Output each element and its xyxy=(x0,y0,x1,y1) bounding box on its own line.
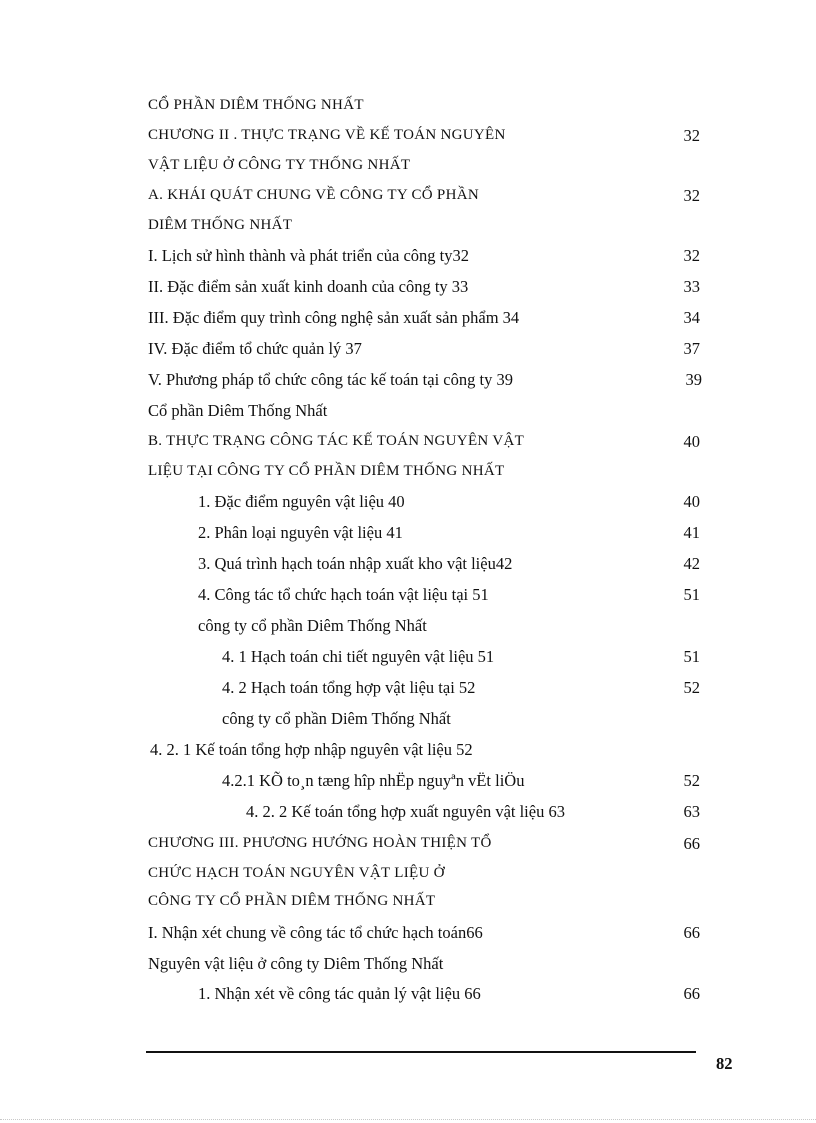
toc-page-number: 37 xyxy=(683,339,700,358)
toc-entry-line: CHƯƠNG II . THỰC TRẠNG VỀ KẾ TOÁN NGUYÊN xyxy=(148,127,506,143)
toc-page-number: 51 xyxy=(683,647,700,666)
toc-entry-line: III. Đặc điểm quy trình công nghệ sản xuất sản phẩm 34 xyxy=(148,308,520,327)
toc-entry-line: VẬT LIỆU Ở CÔNG TY THỐNG NHẤT xyxy=(148,157,411,173)
toc-page-number: 33 xyxy=(683,277,700,296)
toc-entry-line: Cổ phần Diêm Thống Nhất xyxy=(148,401,328,420)
toc-page-number: 51 xyxy=(683,585,700,604)
toc-entry-line: 4. 2. 2 Kế toán tổng hợp xuất nguyên vật liệu 63 xyxy=(246,802,565,821)
toc-page-number: 66 xyxy=(683,984,700,1003)
toc-page-number: 32 xyxy=(683,186,700,205)
toc-entry-line: B. THỰC TRẠNG CÔNG TÁC KẾ TOÁN NGUYÊN VẬT xyxy=(148,433,525,449)
toc-entry-line: Nguyên vật liệu ở công ty Diêm Thống Nhất xyxy=(148,954,444,973)
toc-page-number: 40 xyxy=(683,432,700,451)
toc-entry-line: 4. 2. 1 Kế toán tổng hợp nhập nguyên vật liệu 52 xyxy=(150,740,473,759)
toc-entry-line: công ty cổ phần Diêm Thống Nhất xyxy=(222,709,451,728)
toc-page-number: 40 xyxy=(683,492,700,511)
toc-entry-line: A. KHÁI QUÁT CHUNG VỀ CÔNG TY CỔ PHẦN xyxy=(148,187,479,203)
footer-divider xyxy=(146,1051,696,1053)
toc-entry-line: II. Đặc điểm sản xuất kinh doanh của công ty 33 xyxy=(148,277,469,296)
toc-entry-line: 3. Quá trình hạch toán nhập xuất kho vật liệu42 xyxy=(198,554,513,573)
toc-page-number: 63 xyxy=(683,802,700,821)
toc-page-number: 66 xyxy=(683,923,700,942)
toc-entry-line: 1. Nhận xét về công tác quản lý vật liệu 66 xyxy=(198,984,481,1003)
toc-entry-line: 4.2.1 KÕ to¸n tæng hîp nhËp nguyªn vËt liÖu xyxy=(222,771,525,790)
page-number: 82 xyxy=(716,1054,733,1073)
toc-entry-line: CÔNG TY CỔ PHẦN DIÊM THỐNG NHẤT xyxy=(148,893,436,909)
toc-page-number: 41 xyxy=(683,523,700,542)
toc-entry-line: công ty cổ phần Diêm Thống Nhất xyxy=(198,616,427,635)
toc-page-number: 32 xyxy=(683,126,700,145)
toc-page-number: 66 xyxy=(683,834,700,853)
page-edge-divider xyxy=(0,1119,816,1120)
toc-entry-line: IV. Đặc điểm tổ chức quản lý 37 xyxy=(148,339,362,358)
toc-entry-line: LIỆU TẠI CÔNG TY CỔ PHẦN DIÊM THỐNG NHẤT xyxy=(148,463,505,479)
toc-page-number: 39 xyxy=(685,370,702,389)
toc-page-number: 42 xyxy=(683,554,700,573)
toc-entry-line: CỔ PHẦN DIÊM THỐNG NHẤT xyxy=(148,97,364,113)
toc-entry-line: I. Nhận xét chung về công tác tổ chức hạch toán66 xyxy=(148,923,483,942)
toc-entry-line: 1. Đặc điểm nguyên vật liệu 40 xyxy=(198,492,405,511)
toc-page-number: 32 xyxy=(683,246,700,265)
toc-entry-line: CHỨC HẠCH TOÁN NGUYÊN VẬT LIỆU Ở xyxy=(148,865,445,881)
toc-entry-line: CHƯƠNG III. PHƯƠNG HƯỚNG HOÀN THIỆN TỔ xyxy=(148,835,492,851)
toc-page-number: 52 xyxy=(683,771,700,790)
toc-entry-line: 4. 2 Hạch toán tổng hợp vật liệu tại 52 xyxy=(222,678,476,697)
toc-entry-line: 4. Công tác tổ chức hạch toán vật liệu tại 51 xyxy=(198,585,489,604)
toc-page-number: 52 xyxy=(683,678,700,697)
toc-page-number: 34 xyxy=(683,308,700,327)
toc-entry-line: 4. 1 Hạch toán chi tiết nguyên vật liệu 51 xyxy=(222,647,495,666)
toc-entry-line: 2. Phân loại nguyên vật liệu 41 xyxy=(198,523,403,542)
toc-entry-line: V. Phương pháp tổ chức công tác kế toán tại công ty 39 xyxy=(148,370,513,389)
toc-entry-line: I. Lịch sử hình thành và phát triển của công ty32 xyxy=(148,246,469,265)
toc-entry-line: DIÊM THỐNG NHẤT xyxy=(148,217,293,233)
